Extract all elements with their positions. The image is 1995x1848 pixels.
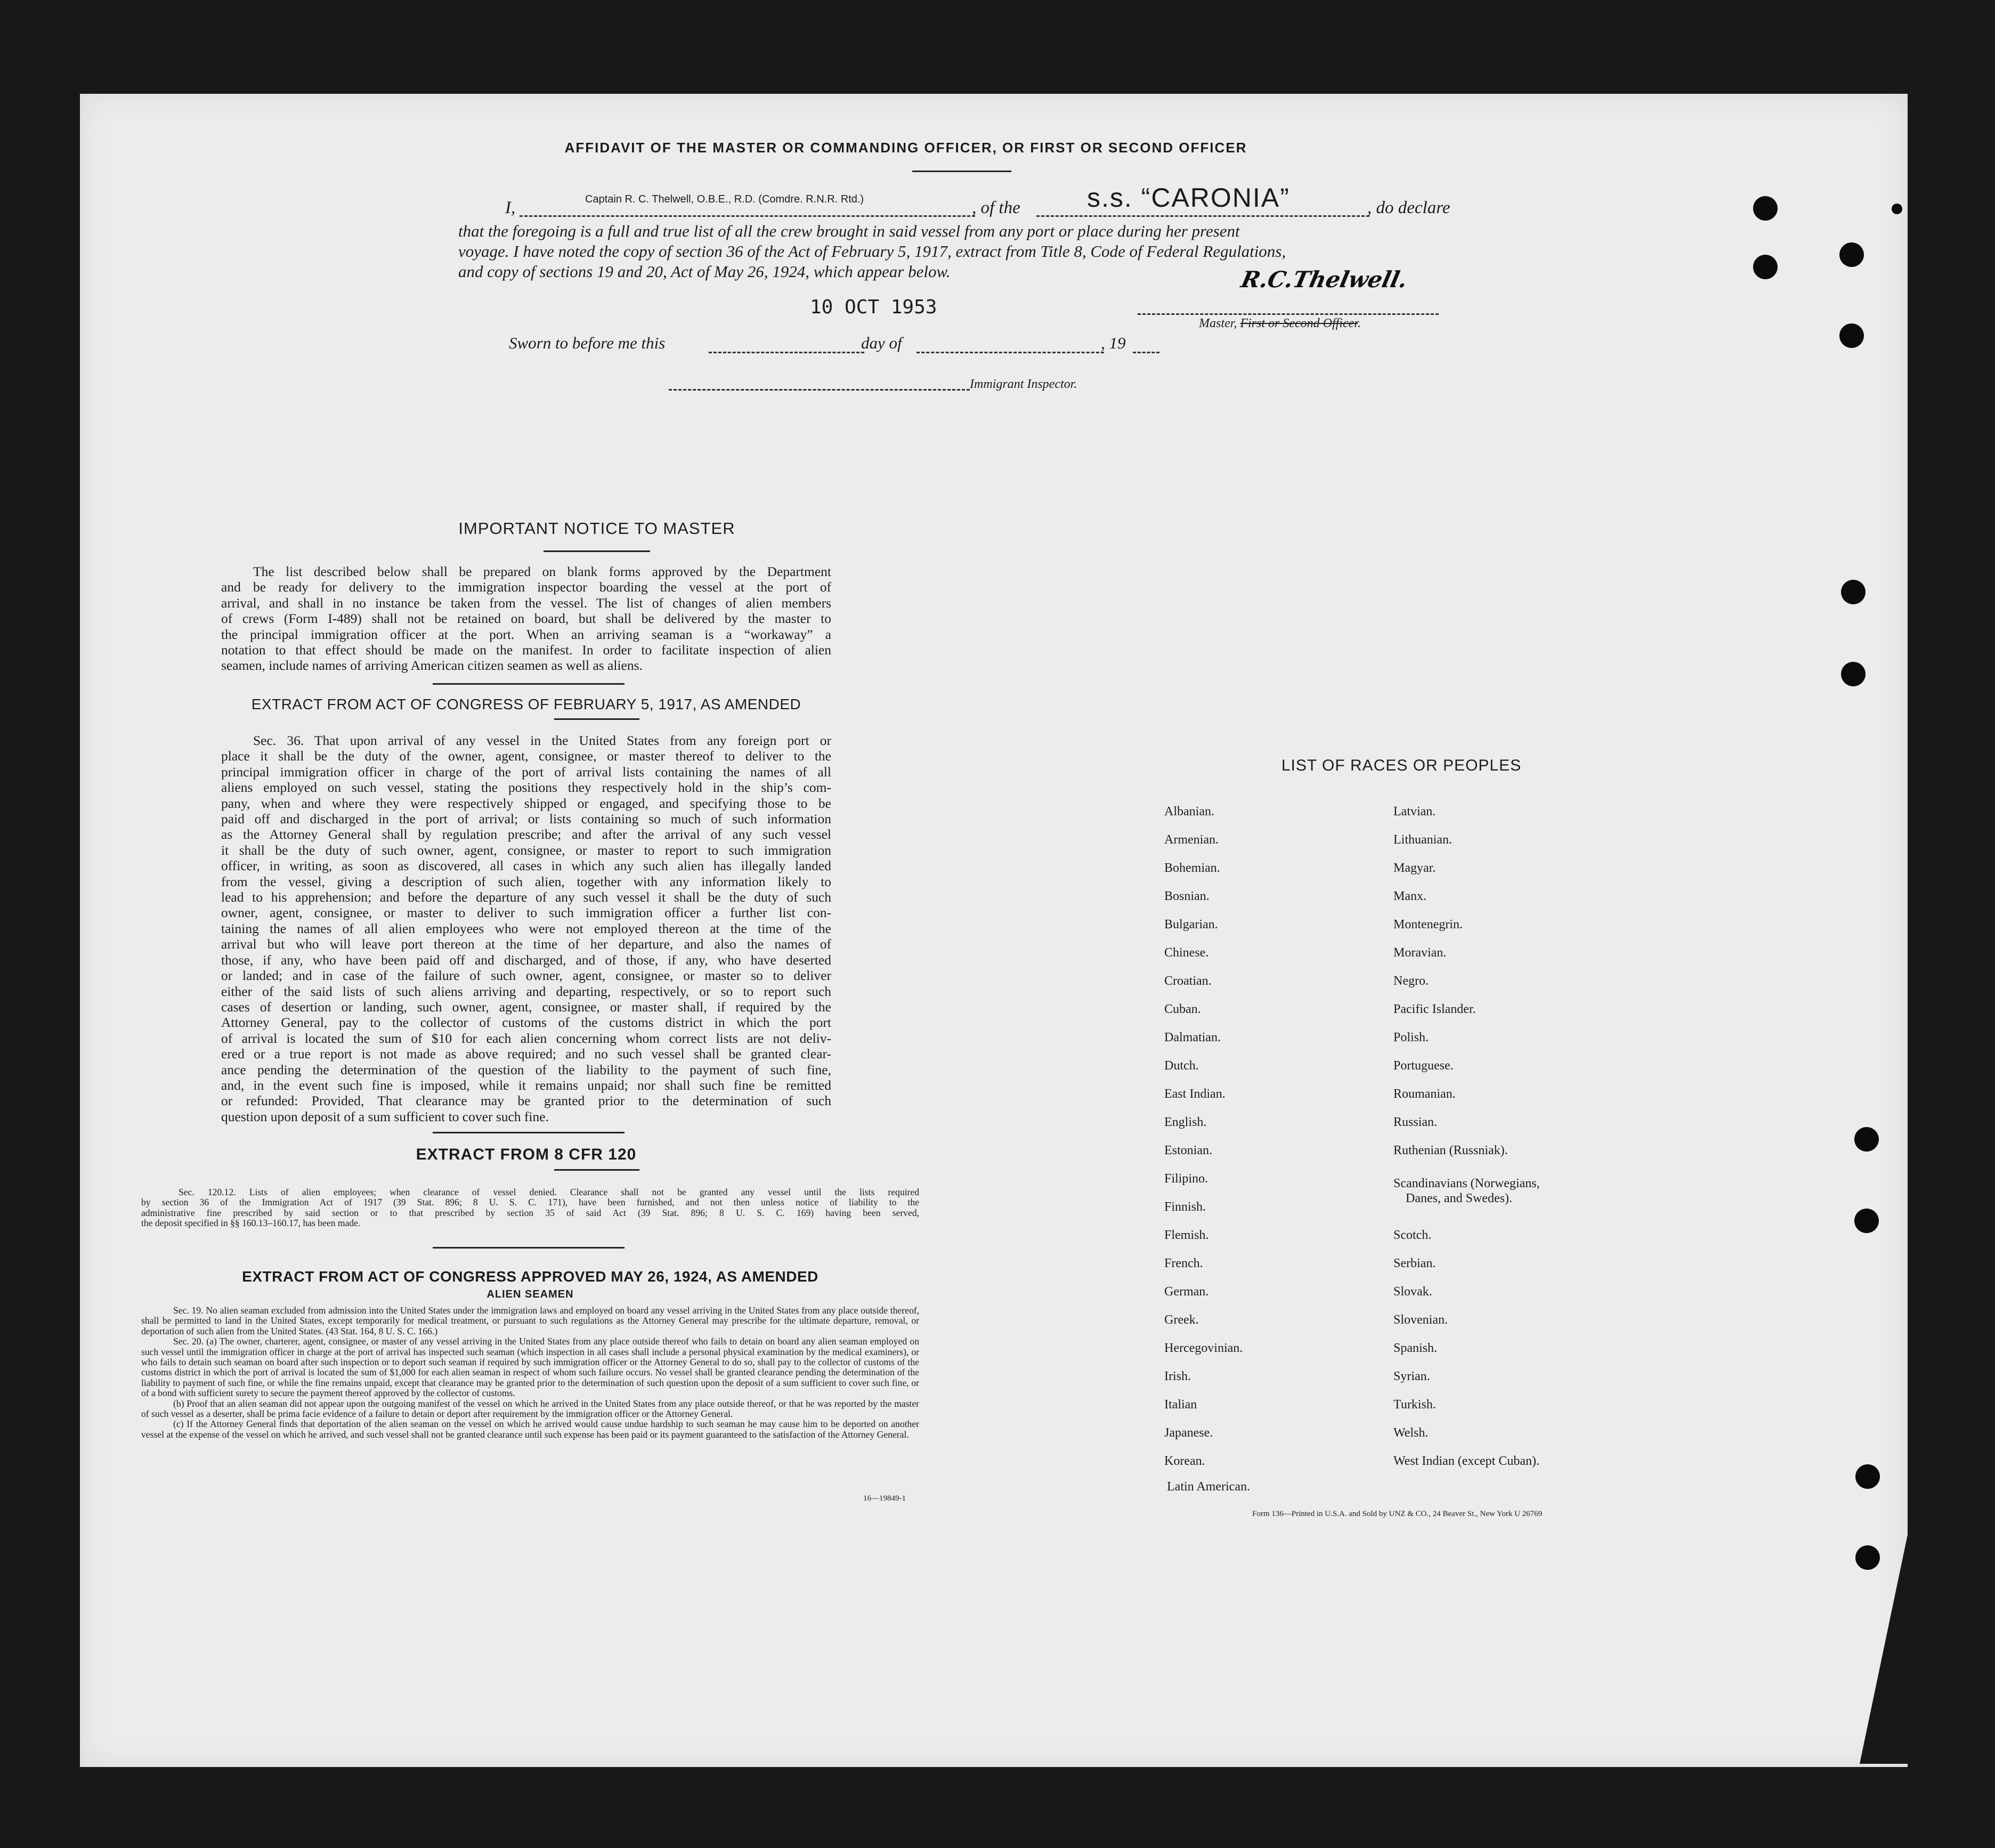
notice-line: seamen, include names of arriving American citizen seamen as well as aliens. — [221, 658, 643, 674]
punch-hole — [1839, 323, 1864, 348]
of-the-label: , of the — [972, 198, 1020, 217]
act-1917-line: taining the names of all alien employees who were not employed thereon at the time of the — [221, 920, 831, 936]
race-item: Greek. — [1164, 1313, 1199, 1327]
act-1917-line: ance pending the determination of the question of the liability to the payment of such fine, — [221, 1061, 831, 1077]
race-item: Negro. — [1393, 974, 1429, 988]
act-1917-line: place it shall be the duty of the owner, agent, consignee, or master thereof to deliver to the — [221, 748, 831, 764]
sworn-day-of-label: day of — [861, 334, 902, 352]
act-1917-line: arrival but who will leave port thereon at the time of her departure, and also the names of — [221, 936, 831, 952]
divider — [554, 1169, 639, 1171]
notice-line: notation to that effect should be made on the manifest. In order to facilitate inspection of alien — [221, 642, 831, 658]
signer-role-struck: First or Second Officer — [1240, 317, 1358, 330]
signature-line — [1138, 313, 1439, 315]
signer-role-suffix: . — [1357, 317, 1361, 330]
notice-line: and be ready for delivery to the immigration inspector boarding the vessel at the port of — [221, 579, 831, 595]
inspector-line — [669, 389, 970, 391]
punch-hole — [1753, 196, 1778, 221]
vessel-name-line — [1036, 215, 1369, 217]
act-1924-text — [141, 1306, 919, 1440]
race-item: Bohemian. — [1164, 861, 1220, 875]
act-1917-line: from the vessel, giving a description of such alien, together with any information likely to — [221, 873, 831, 889]
cfr-line: administrative fine prescribed by said section or to that prescribed by section 35 of said Act (39 Stat. 896; 8 U. S. C. 169) having been served, — [141, 1207, 919, 1218]
race-item: Roumanian. — [1393, 1087, 1456, 1101]
act-1924-subtitle: ALIEN SEAMEN — [486, 1288, 574, 1300]
race-item: Manx. — [1393, 889, 1426, 903]
act-1917-line: or refunded: Provided, That clearance may be granted prior to the determination of such — [221, 1093, 831, 1109]
race-item: Bulgarian. — [1164, 918, 1218, 931]
notice-line: the principal immigration officer at the port. When an arriving seaman is a “workaway” a — [221, 626, 831, 642]
act-1924-title: EXTRACT FROM ACT OF CONGRESS APPROVED MAY 26, 1924, AS AMENDED — [242, 1268, 818, 1285]
race-item: Finnish. — [1164, 1200, 1206, 1214]
punch-hole — [1855, 1545, 1880, 1570]
race-item: Welsh. — [1393, 1426, 1429, 1440]
act-1917-line: of arrival is located the sum of $10 for each alien concerning whom correct lists are not deliv- — [221, 1030, 831, 1046]
divider — [433, 683, 625, 685]
act-1917-line: officer, in writing, as soon as discovered, all cases in which any such alien has illegally landed — [221, 858, 831, 874]
cfr-line: the deposit specified in §§ 160.13–160.17, has been made. — [141, 1218, 361, 1229]
race-item: Flemish. — [1164, 1228, 1209, 1242]
cfr-line: Sec. 120.12. Lists of alien employees; when clearance of vessel denied. Clearance shall not be granted any vessel until the lists required — [179, 1187, 919, 1197]
affidavit-i-label: I, — [505, 198, 516, 217]
race-item: Bosnian. — [1164, 889, 1210, 903]
races-title: LIST OF RACES OR PEOPLES — [1281, 757, 1522, 774]
race-item: Russian. — [1393, 1115, 1438, 1129]
divider — [912, 171, 1011, 172]
race-item: Serbian. — [1393, 1257, 1436, 1270]
race-item: Slovak. — [1393, 1285, 1432, 1299]
race-item: Latin American. — [1167, 1480, 1250, 1494]
punch-hole — [1841, 662, 1866, 686]
race-item: Scotch. — [1393, 1228, 1432, 1242]
punch-hole — [1753, 255, 1778, 279]
race-item: Dalmatian. — [1164, 1031, 1221, 1044]
divider — [433, 1247, 625, 1249]
act-1917-line: those, if any, who have been paid off and discharged, and of those, if any, who have deserted — [221, 952, 831, 968]
act-1917-line: as the Attorney General shall by regulation prescribe; and after the arrival of any such vessel — [221, 826, 831, 842]
notice-line: The list described below shall be prepared on blank forms approved by the Department — [253, 564, 831, 579]
sworn-label: Sworn to before me this — [509, 334, 666, 352]
race-item: Polish. — [1393, 1031, 1429, 1044]
sec-20a-text: Sec. 20. (a) The owner, charterer, agent, consignee, or master of any vessel arriving in the United States from any place outside thereof who fails to detain on board any alien seaman employed on such vessel until the immigration officer in charge at the port of arrival has inspected such seaman (which inspection in all cases shall include a personal physical examination by the medical examiners), or who fails to detain such seaman on board after such inspection or to deport such seaman if required by such immigration officer or the Attorney General to do so, shall pay to the collector of customs of the customs district in which the port of arrival is located the sum of $1,000 for each alien seaman in respect of whom such failure occurs. No vessel shall be granted clearance pending the determination of the liability to payment of such fine, or while the fine remains unpaid, except that clearance may be granted prior to the determination of such question upon the deposit of a sum sufficient to cover such fine, or of a bond with sufficient surety to secure the payment thereof approved by the collector of customs. — [141, 1336, 919, 1399]
race-item: French. — [1164, 1257, 1203, 1270]
sworn-year-line — [1133, 352, 1159, 353]
notice-paragraph — [221, 564, 831, 674]
sworn-day-line — [709, 352, 864, 353]
race-item: English. — [1164, 1115, 1207, 1129]
race-item: Korean. — [1164, 1454, 1205, 1468]
race-item: Croatian. — [1164, 974, 1212, 988]
race-item: Pacific Islander. — [1393, 1002, 1476, 1016]
race-item: Scandinavians (Norwegians, — [1393, 1177, 1540, 1190]
master-signature: R.C.Thelwell. — [1238, 266, 1410, 293]
act-1917-line: pany, when and where they were respectively shipped or engaged, and specifying those to be — [221, 795, 831, 811]
race-item: Portuguese. — [1393, 1059, 1454, 1073]
race-item: Albanian. — [1164, 805, 1214, 818]
declaration-line-3: and copy of sections 19 and 20, Act of May 26, 1924, which appear below. — [458, 262, 951, 281]
affidavit-title: AFFIDAVIT OF THE MASTER OR COMMANDING OFFICER, OR FIRST OR SECOND OFFICER — [564, 140, 1247, 156]
act-1917-line: owner, agent, consignee, or master to deliver to such immigration officer a further list con- — [221, 905, 831, 921]
race-item: Lithuanian. — [1393, 833, 1452, 847]
race-item: Slovenian. — [1393, 1313, 1448, 1327]
act-1917-line: or landed; and in case of the failure of such owner, agent, consignee, or master so to deliver — [221, 968, 831, 984]
race-item: Danes, and Swedes). — [1406, 1192, 1512, 1205]
cfr-title: EXTRACT FROM 8 CFR 120 — [416, 1146, 637, 1163]
master-name-line — [520, 215, 975, 217]
act-1917-line: principal immigration officer in charge of the port of arrival lists containing the names of all — [221, 764, 831, 780]
sec-20c-text: (c) If the Attorney General finds that deportation of the alien seaman on the vessel on which he arrived would cause undue hardship to such seaman he may cause him to be deported on another vessel at the expense of the vessel on which he arrived, and such vessel shall not be granted clearance until such expense has been paid or its payment guaranteed to the satisfaction of the Attorney General. — [141, 1419, 919, 1440]
cfr-line: by section 36 of the Immigration Act of 1917 (39 Stat. 896; 8 U. S. C. 171), have been furnished, and not then unless notice of liability to the — [141, 1197, 919, 1208]
race-item: Latvian. — [1393, 805, 1436, 818]
punch-hole — [1854, 1127, 1879, 1152]
inspector-label: Immigrant Inspector. — [970, 377, 1077, 391]
race-item: Estonian. — [1164, 1144, 1212, 1157]
race-item: Italian — [1164, 1398, 1197, 1412]
race-item: Japanese. — [1164, 1426, 1213, 1440]
do-declare-label: , do declare — [1367, 198, 1450, 217]
race-item: West Indian (except Cuban). — [1393, 1454, 1539, 1468]
race-item: Syrian. — [1393, 1369, 1430, 1383]
race-item: Chinese. — [1164, 946, 1209, 960]
act-1917-line: and, in the event such fine is imposed, while it remains unpaid; nor shall such fine be remitted — [221, 1077, 831, 1093]
race-item: Armenian. — [1164, 833, 1219, 847]
race-item: Hercegovinian. — [1164, 1341, 1243, 1355]
race-item: Magyar. — [1393, 861, 1436, 875]
sworn-year-label: , 19 — [1101, 334, 1126, 352]
declaration-line-2: voyage. I have noted the copy of section 36 of the Act of February 5, 1917, extract from Title 8, Code of Federal Regulations, — [458, 242, 1286, 261]
act-1917-line: aliens employed on such vessel, stating the positions they respectively hold in the ship’s com- — [221, 780, 831, 796]
act-1917-line: either of the said lists of such aliens arriving and departing, respectively, or so to report such — [221, 983, 831, 999]
punch-hole — [1855, 1464, 1880, 1489]
sec-20b-text: (b) Proof that an alien seaman did not appear upon the outgoing manifest of the vessel on which he arrived in the United States from any place outside thereof, or that he was reported by the master of such vessel as a deserter, shall be prima facie evidence of a failure to detain or deport after requirement by the immigration officer or the Attorney General. — [141, 1398, 919, 1420]
act-1917-line: Sec. 36. That upon arrival of any vessel in the United States from any foreign port or — [253, 733, 831, 748]
sec-19-text: Sec. 19. No alien seaman excluded from admission into the United States under the immigration laws and employed on board any vessel arriving in the United States from any place outside thereof, shall be permitted to land in the United States, except temporarily for medical treatment, or pursuant to such regulations as the Attorney General may prescribe for the ultimate departure, removal, or deportation of such alien from the United States. (43 Stat. 164, 8 U. S. C. 166.) — [141, 1305, 919, 1336]
race-item: German. — [1164, 1285, 1209, 1299]
signer-role — [1199, 317, 1361, 331]
printer-imprint: Form 136—Printed in U.S.A. and Sold by UNZ & CO., 24 Beaver St., New York U 26769 — [1252, 1510, 1543, 1518]
race-item: East Indian. — [1164, 1087, 1226, 1101]
race-item: Irish. — [1164, 1369, 1191, 1383]
act-1917-line: question upon deposit of a sum sufficient to cover such fine. — [221, 1108, 549, 1124]
act-1917-line: cases of desertion or landing, such owner, agent, consignee, or master shall, if required by the — [221, 999, 831, 1015]
race-item: Dutch. — [1164, 1059, 1199, 1073]
act-1917-line: paid off and discharged in the port of arrival; or lists containing so much of such information — [221, 811, 831, 827]
punch-hole — [1841, 580, 1866, 604]
punch-hole — [1854, 1209, 1879, 1233]
vessel-name: s.s. “CARONIA” — [1087, 183, 1290, 213]
act-1917-title: EXTRACT FROM ACT OF CONGRESS OF FEBRUARY 5, 1917, AS AMENDED — [251, 696, 801, 712]
notice-line: of crews (Form I-489) shall not be retained on board, but shall be delivered by the master to — [221, 611, 831, 627]
punch-hole — [1839, 242, 1864, 267]
act-1917-line: it shall be the duty of such owner, agent, consignee, or master to report to such immigration — [221, 842, 831, 858]
race-item: Cuban. — [1164, 1002, 1201, 1016]
race-item: Ruthenian (Russniak). — [1393, 1144, 1508, 1157]
act-1917-line: Attorney General, pay to the collector of customs of the customs district in which the port — [221, 1015, 831, 1031]
declaration-line-1: that the foregoing is a full and true list of all the crew brought in said vessel from any port or place during her present — [458, 222, 1240, 240]
race-item: Montenegrin. — [1393, 918, 1463, 931]
act-1917-line: ered or a true report is not made as above required; and no such vessel shall be granted clear- — [221, 1046, 831, 1062]
master-name: Captain R. C. Thelwell, O.B.E., R.D. (Comdre. R.N.R. Rtd.) — [585, 193, 864, 205]
divider — [554, 718, 639, 720]
cfr-text — [141, 1187, 919, 1229]
divider — [544, 550, 650, 552]
notice-title: IMPORTANT NOTICE TO MASTER — [458, 519, 735, 538]
race-item: Spanish. — [1393, 1341, 1438, 1355]
act-1917-line: lead to his apprehension; and before the departure of any such vessel it shall be the duty of such — [221, 889, 831, 905]
punch-hole — [1892, 204, 1902, 214]
race-item: Moravian. — [1393, 946, 1447, 960]
notice-line: arrival, and shall in no instance be taken from the vessel. The list of changes of alien members — [221, 595, 831, 611]
date-stamp: 10 OCT 1953 — [810, 296, 937, 318]
race-item: Turkish. — [1393, 1398, 1436, 1412]
divider — [433, 1132, 625, 1133]
race-item: Filipino. — [1164, 1172, 1209, 1186]
act-1917-text — [221, 733, 831, 1124]
sworn-month-line — [917, 352, 1104, 353]
form-number: 16—19849-1 — [863, 1494, 906, 1503]
signer-role-prefix: Master, — [1199, 317, 1240, 330]
